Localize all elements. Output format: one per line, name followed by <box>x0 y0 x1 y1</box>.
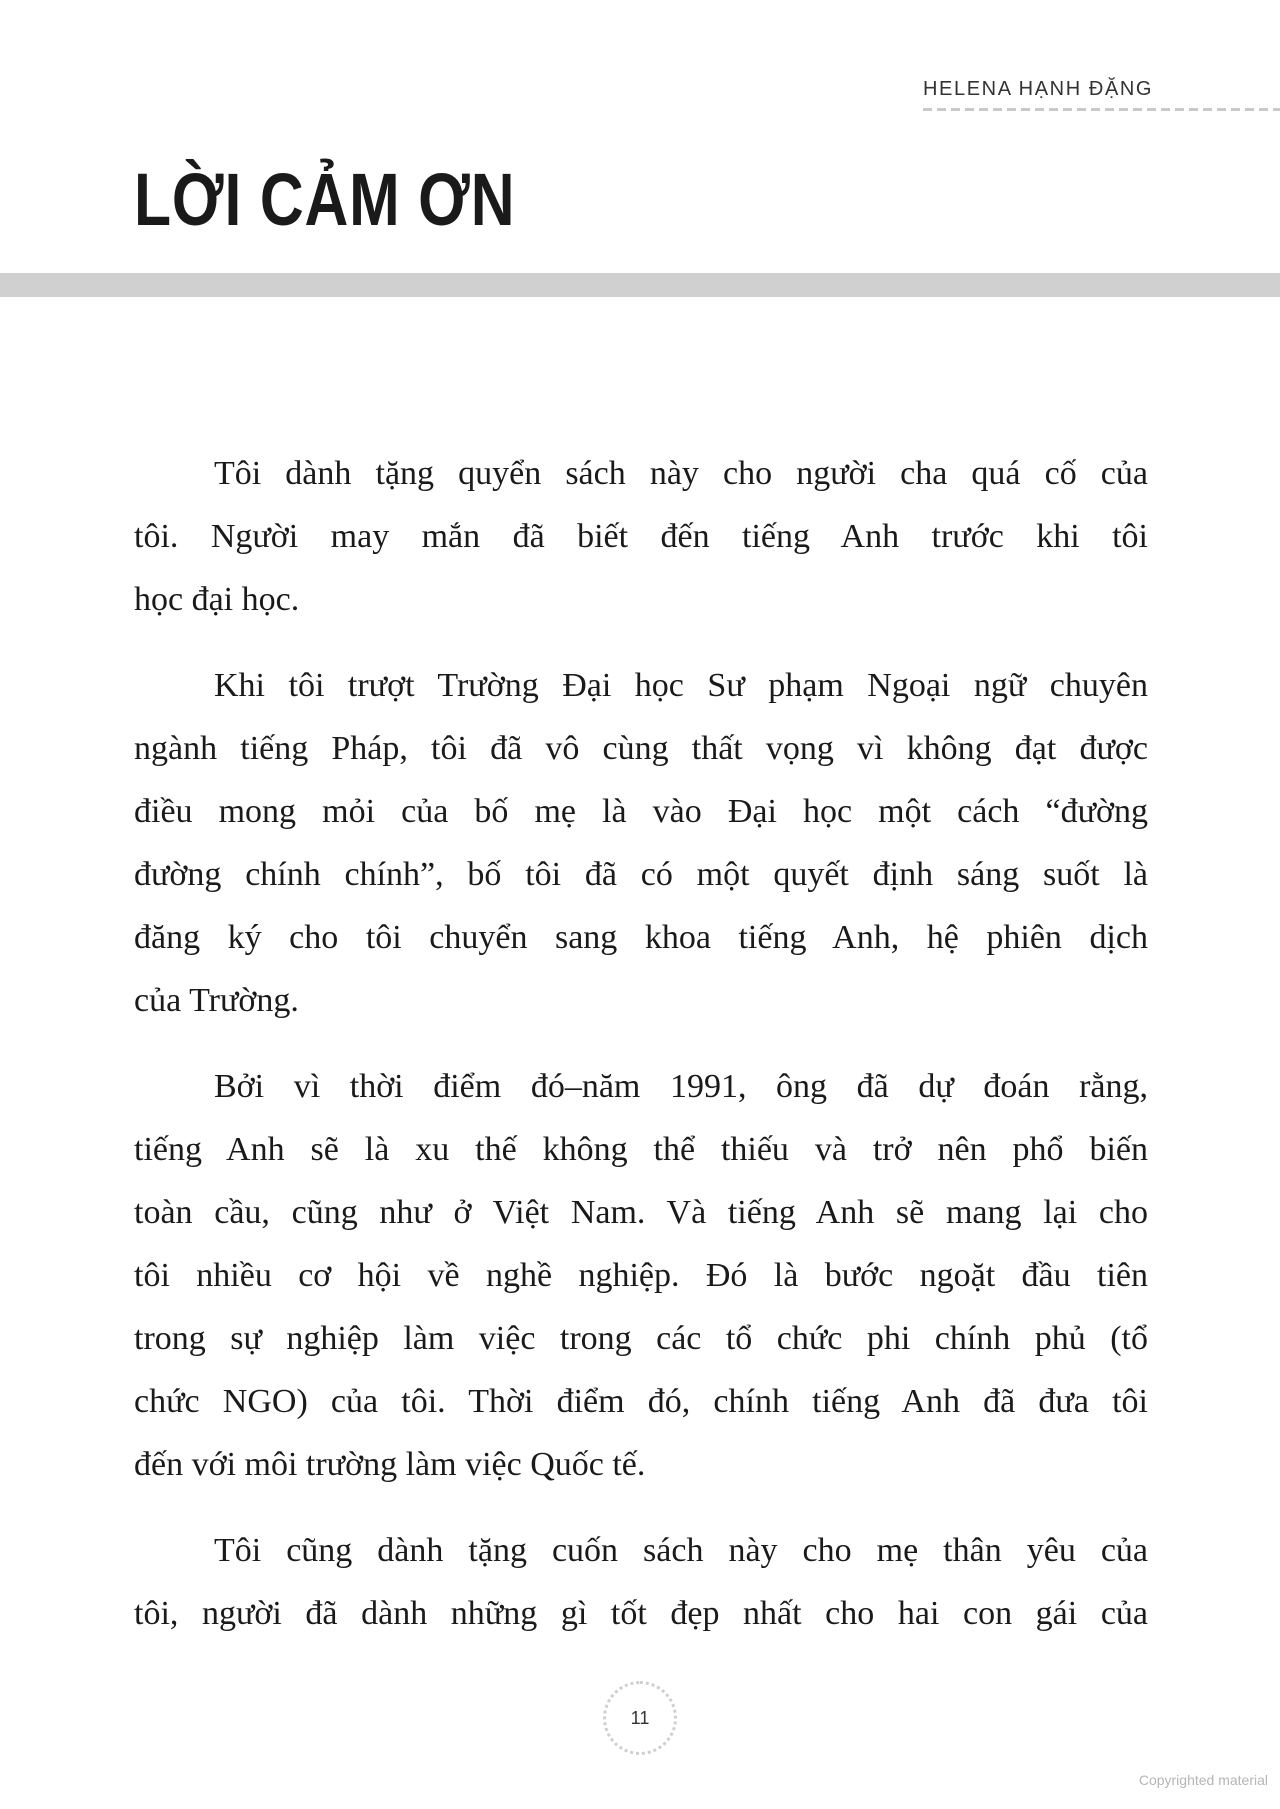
paragraph <box>134 654 1148 1032</box>
text-line: Khi tôi trượt Trường Đại học Sư phạm Ngoại ngữ chuyên <box>214 667 1148 704</box>
text-line: đường chính chính”, bố tôi đã có một quyết định sáng suốt là <box>134 856 1148 893</box>
body-text <box>134 442 1148 1668</box>
header-dashed-divider <box>923 108 1280 111</box>
text-line: tôi nhiều cơ hội về nghề nghiệp. Đó là bước ngoặt đầu tiên <box>134 1257 1148 1294</box>
text-line: toàn cầu, cũng như ở Việt Nam. Và tiếng Anh sẽ mang lại cho <box>134 1194 1148 1231</box>
text-line: tiếng Anh sẽ là xu thế không thể thiếu và trở nên phổ biến <box>134 1131 1148 1168</box>
text-line: học đại học. <box>134 581 300 618</box>
copyright-watermark: Copyrighted material <box>1138 1772 1268 1788</box>
text-line: ngành tiếng Pháp, tôi đã vô cùng thất vọng vì không đạt được <box>134 730 1148 767</box>
page-number <box>603 1681 677 1755</box>
text-line: Bởi vì thời điểm đó–năm 1991, ông đã dự đoán rằng, <box>214 1068 1148 1105</box>
text-line: chức NGO) của tôi. Thời điểm đó, chính tiếng Anh đã đưa tôi <box>134 1383 1148 1420</box>
paragraph <box>134 1519 1148 1645</box>
text-line: Tôi cũng dành tặng cuốn sách này cho mẹ thân yêu của <box>214 1532 1148 1569</box>
page-number-text: 11 <box>630 1707 650 1728</box>
text-line: điều mong mỏi của bố mẹ là vào Đại học một cách “đường <box>134 793 1148 830</box>
text-line: đăng ký cho tôi chuyển sang khoa tiếng Anh, hệ phiên dịch <box>134 919 1148 956</box>
chapter-title: LỜI CẢM ƠN <box>134 158 516 241</box>
running-header-author: HELENA HẠNH ĐẶNG <box>923 78 1154 100</box>
text-line: của Trường. <box>134 982 299 1019</box>
text-line: Tôi dành tặng quyển sách này cho người cha quá cố của <box>214 455 1148 492</box>
title-divider-bar <box>0 273 1280 297</box>
text-line: trong sự nghiệp làm việc trong các tổ chức phi chính phủ (tổ <box>134 1320 1148 1357</box>
paragraph <box>134 1055 1148 1496</box>
text-line: tôi, người đã dành những gì tốt đẹp nhất cho hai con gái của <box>134 1595 1148 1632</box>
paragraph <box>134 442 1148 631</box>
text-line: đến với môi trường làm việc Quốc tế. <box>134 1446 646 1483</box>
text-line: tôi. Người may mắn đã biết đến tiếng Anh trước khi tôi <box>134 518 1148 555</box>
